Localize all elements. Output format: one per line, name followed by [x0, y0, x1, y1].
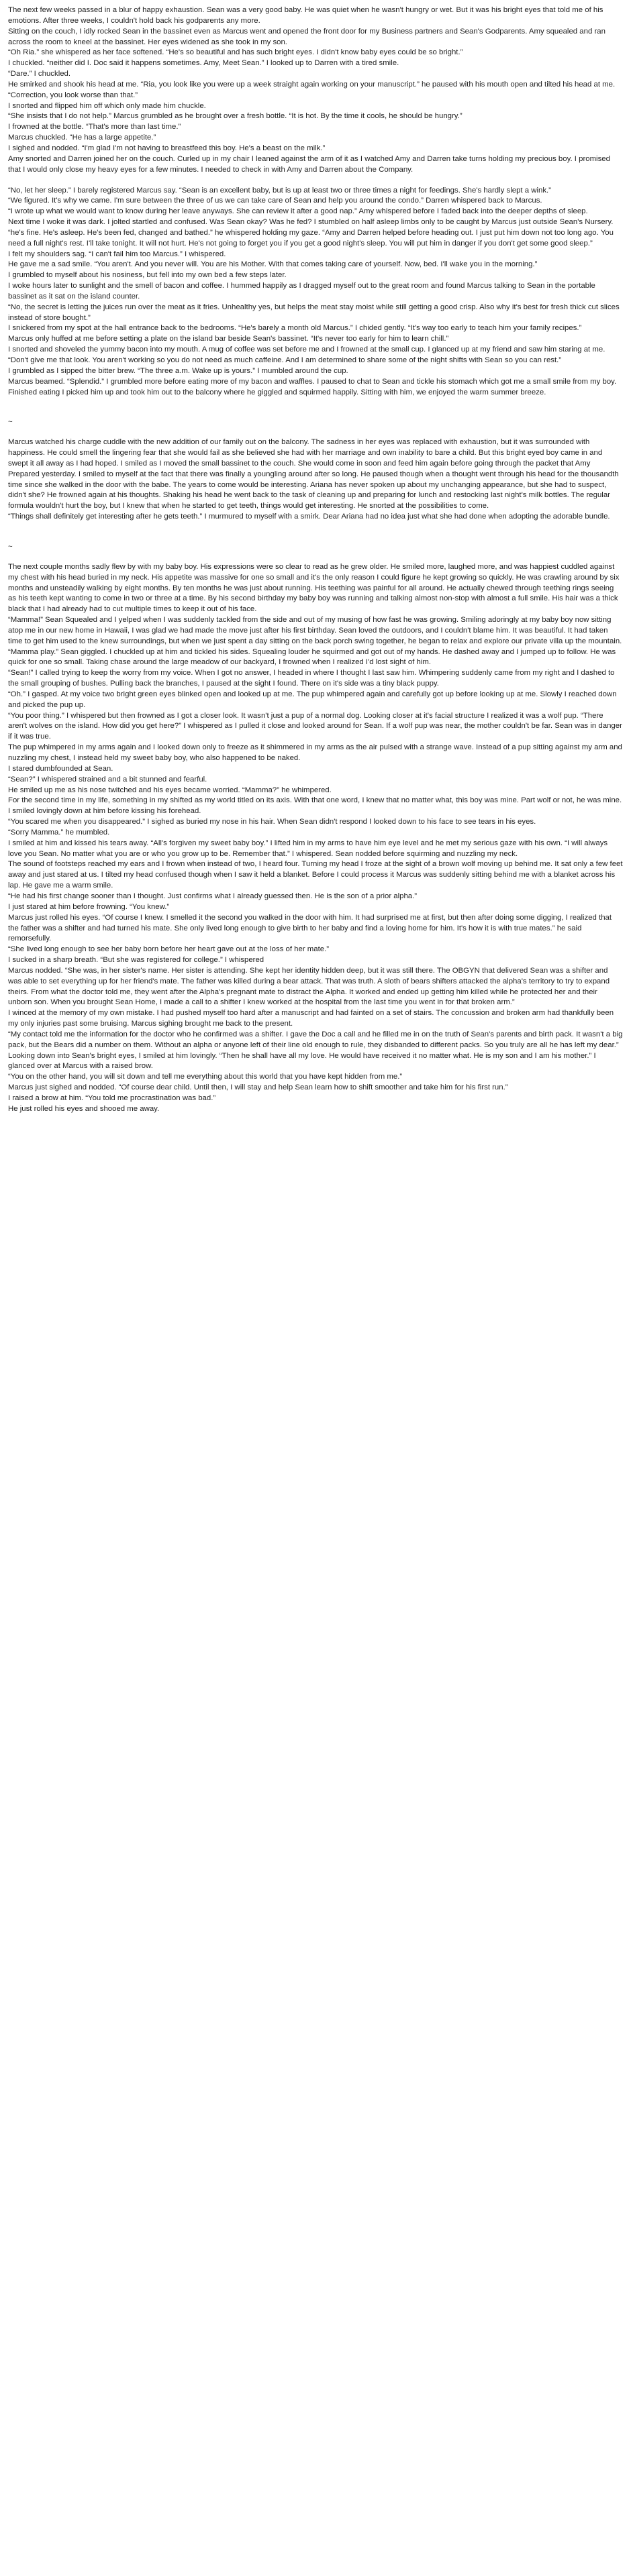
story-paragraph: “She lived long enough to see her baby born before her heart gave out at the loss of her mate.” — [8, 945, 330, 954]
story-paragraph: I raised a brow at him. “You told me procrastination was bad.” — [8, 1094, 216, 1102]
story-paragraph: “he's fine. He's asleep. He's been fed, changed and bathed.” he whispered holding my gaze. “Amy and Darren helped before heading out. I just put him down not too long ago. You need a full night's rest. I'll take tonight. It will not hurt. He's not going to forget you if you get a good night's sleep. You will put him in danger if you don't get some good sleep.” — [8, 228, 614, 248]
story-paragraph: “Mamma!” Sean Squealed and I yelped when I was suddenly tackled from the side and out of my musing of how fast he was growing. Smiling adoringly at my baby boy now sitting atop me in our new home in Hawaii, I was glad we had made the move just after his first birthday. Sean loved the outdoors, and I couldn't blame him. It was beautiful. It had taken time to get him used to the knew surroundings, but when we just spent a day sitting on the back porch swing together, he began to relax and explore our private villa up the mountain. — [8, 616, 622, 645]
story-paragraph: I smiled lovingly down at him before kissing his forehead. — [8, 807, 201, 816]
story-paragraph: “You poor thing.” I whispered but then frowned as I got a closer look. It wasn't just a pup of a normal dog. Looking closer at it's facial structure I realized it was a wolf pup. “There aren't wolves on the island. How did you get here?” I whispered as I pulled it close and looked around for Sean. If a wolf pup was near, the mother couldn't be far. Sean was in danger if it was true. — [8, 711, 622, 741]
story-paragraph: Marcus only huffed at me before setting a plate on the island bar beside Sean's bassinet. “It's never too early for him to learn chill.” — [8, 335, 449, 343]
paragraph-gap — [8, 398, 623, 408]
story-paragraph: Marcus nodded. “She was, in her sister's name. Her sister is attending. She kept her identity hidden deep, but it was still there. The OBGYN that delivered Sean was a shifter and was able to set everything up for her friend's mate. The father was killed during a bear attack. That was truth. A sloth of bears shifters attacked the alpha's territory to try to expand theirs. From what the doctor told me, they went after the Alpha's pregnant mate to distract the Alpha. It worked and ended up getting him killed while he protected her and their unborn son. When you brought Sean Home, I made a call to a shifter I knew worked at the hospital from the last time you went in for that broken arm.” — [8, 966, 610, 1007]
story-paragraph: “Sean!” I called trying to keep the worry from my voice. When I got no answer, I headed in where I thought I last saw him. Whimpering suddenly came from my right and I dashed to the small grouping of bushes. Pulling back the branches, I paused at the sight I found. There on it's side was a tiny black puppy. — [8, 669, 615, 688]
story-section-4 — [8, 562, 623, 1115]
story-paragraph: “Sorry Mamma.” he mumbled. — [8, 828, 110, 837]
story-paragraph: “Don't give me that look. You aren't working so you do not need as much caffeine. And I am determined to share some of the night shifts with Sean so you can rest.” — [8, 356, 562, 364]
story-paragraph: I snorted and shoveled the yummy bacon into my mouth. A mug of coffee was set before me and I frowned at the small cup. I glanced up at my friend and saw him staring at me. — [8, 345, 605, 354]
story-section-1 — [8, 5, 623, 176]
story-paragraph: Marcus chuckled. “He has a large appetite.” — [8, 133, 156, 142]
story-paragraph: I stared dumbfounded at Sean. — [8, 764, 113, 773]
story-section-2 — [8, 186, 623, 398]
story-paragraph: I chuckled. “neither did I. Doc said it happens sometimes. Amy, Meet Sean.” I looked up to Darren with a tired smile. — [8, 59, 399, 68]
story-paragraph: Marcus just sighed and nodded. “Of course dear child. Until then, I will stay and help Sean learn how to shift smoother and take him for his first run.” — [8, 1083, 508, 1092]
story-paragraph: “Things shall definitely get interesting after he gets teeth.” I murmured to myself with a smirk. Dear Ariana had no idea just what she had done when adopting the adorable bundle. — [8, 513, 610, 521]
story-paragraph: “You scared me when you disappeared.” I sighed as buried my nose in his hair. When Sean didn't respond I looked down to his face to see tears in his eyes. — [8, 818, 536, 826]
story-section-3 — [8, 437, 623, 523]
story-paragraph: He gave me a sad smile. “You aren't. And you never will. You are his Mother. With that comes taking care of yourself. Now, bed. I'll wake you in the morning.” — [8, 260, 538, 269]
story-paragraph: The sound of footsteps reached my ears and I frown when instead of two, I heard four. Turning my head I froze at the sight of a brown wolf moving up behind me. It sat only a few feet away and just stared at us. I tilted my head confused though when I saw it held a blanket. Before I could process it Marcus was suddenly sitting behind me with a blanket across his lap. He gave me a warm smile. — [8, 860, 623, 890]
story-paragraph: “Mamma play.” Sean giggled. I chuckled up at him and tickled his sides. Squealing louder he squirmed and got out of my hands. He dashed away and I jumped up to follow. He was quick for one so small. Taking chase around the large meadow of our backyard, I frowned when I realized I'd lost sight of him. — [8, 647, 616, 667]
story-paragraph: Marcus just rolled his eyes. “Of course I knew. I smelled it the second you walked in the door with him. It had surprised me at first, but then after doing some digging, I realized that the father was a shifter and had turned his mate. She only lived long enough to give birth to her baby and find a loving home for him. It's how it is with true mates.” he said remorsefully. — [8, 913, 612, 943]
story-paragraph: I grumbled as I sipped the bitter brew. “The three a.m. Wake up is yours.” I mumbled around the cup. — [8, 366, 348, 375]
story-document — [0, 0, 631, 1115]
story-paragraph: “No, let her sleep.” I barely registered Marcus say. “Sean is an excellent baby, but is up at least two or three times a night for feedings. She's hardly slept a wink.” — [8, 186, 551, 195]
paragraph-gap — [8, 523, 623, 533]
story-paragraph: I woke hours later to sunlight and the smell of bacon and coffee. I hummed happily as I dragged myself out to the great room and found Marcus talking to Sean in the portable bassinet as it sat on the island counter. — [8, 282, 595, 301]
story-paragraph: I winced at the memory of my own mistake. I had pushed myself too hard after a manuscript and had fainted on a set of stairs. The concussion and broken arm had thankfully been my only injuries past some bruising. Marcus sighing brought me back to the present. — [8, 1009, 614, 1028]
story-paragraph: I sighed and nodded. “I'm glad I'm not having to breastfeed this boy. He's a beast on the milk.” — [8, 144, 326, 152]
story-paragraph: He just rolled his eyes and shooed me away. — [8, 1104, 160, 1113]
story-paragraph: “Sean?” I whispered strained and a bit stunned and fearful. — [8, 775, 207, 784]
story-paragraph: “We figured. It's why we came. I'm sure between the three of us we can take care of Sean and help you around the condo.” Darren whispered back to Marcus. — [8, 197, 542, 205]
story-paragraph: Next time I woke it was dark. I jolted startled and confused. Was Sean okay? Was he fed? I stumbled on half asleep limbs only to be caught by Marcus just outside Sean's Nursery. — [8, 218, 614, 227]
scene-break: ~ — [8, 418, 13, 427]
story-paragraph: “I wrote up what we would want to know during her leave anyways. She can review it after a good nap.” Amy whispered before I faded back into the deeper depths of sleep. — [8, 207, 588, 216]
story-paragraph: I snickered from my spot at the hall entrance back to the bedrooms. “He's barely a month old Marcus.” I chided gently. “It's way too early to teach him your family recipes.” — [8, 324, 582, 333]
story-paragraph: I frowned at the bottle. “That's more than last time.” — [8, 123, 181, 131]
story-paragraph: He smirked and shook his head at me. “Ria, you look like you were up a week straight again working on your manuscript.” he paused with his mouth open and tilted his head at me. “Correction, you look worse than that.” — [8, 80, 616, 99]
story-paragraph: I smiled at him and kissed his tears away. “All's forgiven my sweet baby boy.” I lifted him in my arms to have him eye level and he met my serious gaze with his own. “I will always love you Sean. No matter what you are or who you grow up to be. Remember that.” I whispered. Sean nodded before squirming and nuzzling my neck. — [8, 839, 608, 858]
story-paragraph: “She insists that I do not help.” Marcus grumbled as he brought over a fresh bottle. “It is hot. By the time it cools, he should be hungry.” — [8, 112, 463, 121]
story-paragraph: The pup whimpered in my arms again and I looked down only to freeze as it shimmered in my arms as the air pulsed with a strange wave. Instead of a pup sitting against my arm and nuzzling my chest, I instead held my sweet baby boy, who also happened to be naked. — [8, 743, 622, 762]
story-paragraph: I felt my shoulders sag. “I can't fail him too Marcus.” I whispered. — [8, 250, 226, 258]
story-paragraph: “No, the secret is letting the juices run over the meat as it fries. Unhealthy yes, but helps the meat stay moist while still getting a good crisp. Also why it's best for fresh thick cut slices instead of store bought.” — [8, 303, 620, 322]
scene-break: ~ — [8, 542, 13, 551]
story-paragraph: Marcus beamed. “Splendid.” I grumbled more before eating more of my bacon and waffles. I paused to chat to Sean and tickle his stomach which got me a small smile from my boy. Finished eating I picked him up and took him out to the balcony where he giggled and squirmed happily. Sitting with him, we enjoyed the warm summer breeze. — [8, 377, 617, 396]
story-paragraph: Amy snorted and Darren joined her on the couch. Curled up in my chair I leaned against the arm of it as I watched Amy and Darren take turns holding my precious boy. I promised that I would only close my heavy eyes for a few minutes. I needed to check in with Amy and Darren about the Company. — [8, 154, 610, 174]
story-paragraph: I grumbled to myself about his nosiness, but fell into my own bed a few steps later. — [8, 271, 287, 280]
story-paragraph: Marcus watched his charge cuddle with the new addition of our family out on the balcony. The sadness in her eyes was replaced with exhaustion, but it was surrounded with happiness. He could smell the lingering fear that she would fail as she believed she had with her marriage and own inability to bare a child. But this bright eyed boy came in and swept it all away as I had hoped. I smiled as I moved the small bassinet to the couch. She would come in soon and feed him again before going through the packet that Amy Prepared yesterday. I smiled to myself at the fact that there was finally a youngling around after so long. He paused though when a thought went through his head for the thousandth time since she walked in the door with the babe. The years to come would be interesting. Ariana has never spoken up about my unchanging appearance, but she had to suspect, didn't she? He frowned again at his thoughts. Shaking his head he went back to the task of cleaning up and preparing for lunch and restocking last night's milk bottles. The regular formula wouldn't hurt the boy, but I knew that when he started to get teeth, things would get interesting. He snorted at the possibilities to come. — [8, 438, 619, 511]
story-paragraph: I just stared at him before frowning. “You knew.” — [8, 902, 170, 911]
story-paragraph: “Oh Ria.” she whispered as her face softened. “He's so beautiful and has such bright eyes. I didn't know baby eyes could be so bright.” — [8, 48, 463, 57]
story-paragraph: “My contact told me the information for the doctor who he confirmed was a shifter. I gave the Doc a call and he filled me in on the truth of Sean's parents and birth pack. It wasn't a big pack, but the Bears did a number on them. Without an alpha or anyone left of their line old enough to rule, they disbanded to different packs. So you truly are all he has left my dear.” Looking down into Sean's bright eyes, I smiled at him lovingly. “Then he shall have all my love. He would have received it no matter what. He is my son and I am his mother.” I glanced over at Marcus with a raised brow. — [8, 1030, 623, 1071]
story-paragraph: “You on the other hand, you will sit down and tell me everything about this world that you have kept hidden from me.” — [8, 1073, 403, 1081]
story-paragraph: He smiled up me as his nose twitched and his eyes became worried. “Mamma?” he whimpered. — [8, 786, 332, 794]
story-paragraph: I sucked in a sharp breath. “But she was registered for college.” I whispered — [8, 956, 264, 965]
paragraph-gap — [8, 176, 623, 186]
story-paragraph: The next few weeks passed in a blur of happy exhaustion. Sean was a very good baby. He was quiet when he wasn't hungry or wet. But it was his bright eyes that told me of his emotions. After three weeks, I couldn't hold back his godparents any more. — [8, 6, 603, 25]
story-paragraph: “Dare.” I chuckled. — [8, 70, 71, 78]
story-paragraph: “He had his first change sooner than I thought. Just confirms what I already guessed then. He is the son of a prior alpha.” — [8, 892, 418, 900]
story-paragraph: “Oh.” I gasped. At my voice two bright green eyes blinked open and looked up at me. The pup whimpered again and carefully got up before looking up at me. Slowly I reached down and picked the pup up. — [8, 690, 617, 709]
story-paragraph: For the second time in my life, something in my shifted as my world titled on its axis. With that one word, I knew that no matter what, this boy was mine. Part wolf or not, he was mine. — [8, 796, 622, 805]
story-paragraph: The next couple months sadly flew by with my baby boy. His expressions were so clear to read as he grew older. He smiled more, laughed more, and was happiest cuddled against my chest with his head buried in my neck. His appetite was massive for one so small and it's the only reason I could figure he kept growing so quickly. He was crawling around by six months and unsteadily walking by eight months. By ten months he was just about running. His teething was painful for all around. He actually chewed through teething rings seeing as his teeth kept wanting to come in two or three at a time. By his second birthday my baby boy was running and talking almost non-stop with almost a full smile. His hair was a thick black that I had already had to cut multiple times to keep it out of his face. — [8, 562, 620, 614]
story-paragraph: I snorted and flipped him off which only made him chuckle. — [8, 101, 206, 110]
story-paragraph: Sitting on the couch, I idly rocked Sean in the bassinet even as Marcus went and opened the front door for my Business partners and Sean's Godparents. Amy squealed and ran across the room to kneel at the bassinet. Her eyes widened as she took in my son. — [8, 27, 605, 46]
